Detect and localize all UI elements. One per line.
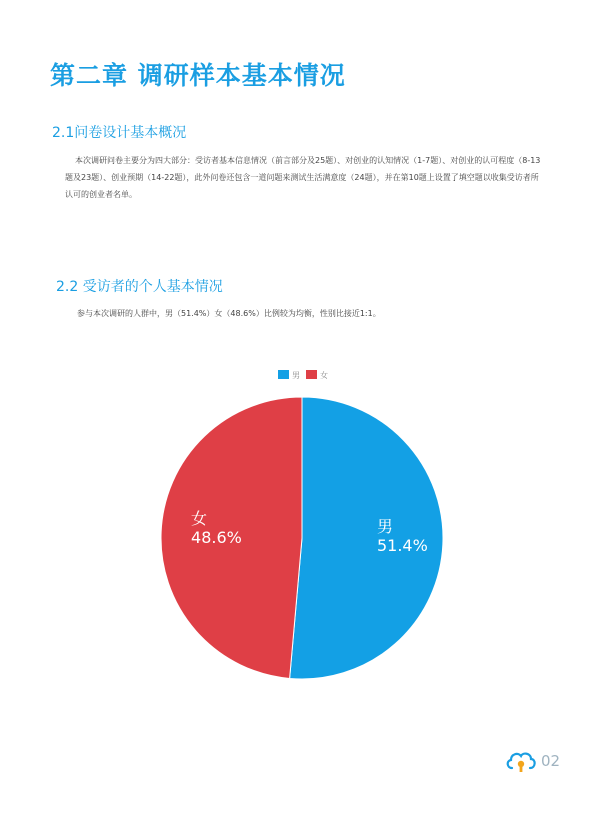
section-title-respondents: 2.2 受访者的个人基本情况 bbox=[56, 279, 223, 295]
page-number: 02 bbox=[541, 752, 561, 770]
gender-pie-chart bbox=[0, 360, 600, 700]
chapter-title: 第二章 调研样本基本情况 bbox=[50, 61, 346, 90]
slice-label-1: 女 bbox=[191, 508, 208, 528]
section-title-questionnaire: 2.1问卷设计基本概况 bbox=[52, 125, 187, 141]
chart-legend bbox=[278, 370, 328, 380]
legend-label-1: 女 bbox=[320, 371, 328, 380]
slice-label-0: 男 bbox=[376, 517, 393, 537]
cloud-lightbulb-icon bbox=[505, 748, 537, 774]
legend-swatch-0 bbox=[278, 370, 289, 379]
section-paragraph-questionnaire: 本次调研问卷主要分为四大部分：受访者基本信息情况（前言部分及25题）、对创业的认知情况（1-7题）、对创业的认可程度（8-13题及23题）、创业预期（14-22题），此外问卷还包含一道问题来测试生活满意度（24题），并在第10题上设置了填空题以收集受访者所认可的创业者名单。 bbox=[65, 156, 541, 199]
slice-value-0: 51.4% bbox=[376, 536, 428, 556]
slice-value-1: 48.6% bbox=[191, 527, 242, 547]
legend-label-0: 男 bbox=[292, 371, 300, 380]
legend-swatch-1 bbox=[306, 370, 317, 379]
section-paragraph-respondents: 参与本次调研的人群中，男（51.4%）女（48.6%）比例较为均衡，性别比接近1:1。 bbox=[77, 309, 381, 318]
